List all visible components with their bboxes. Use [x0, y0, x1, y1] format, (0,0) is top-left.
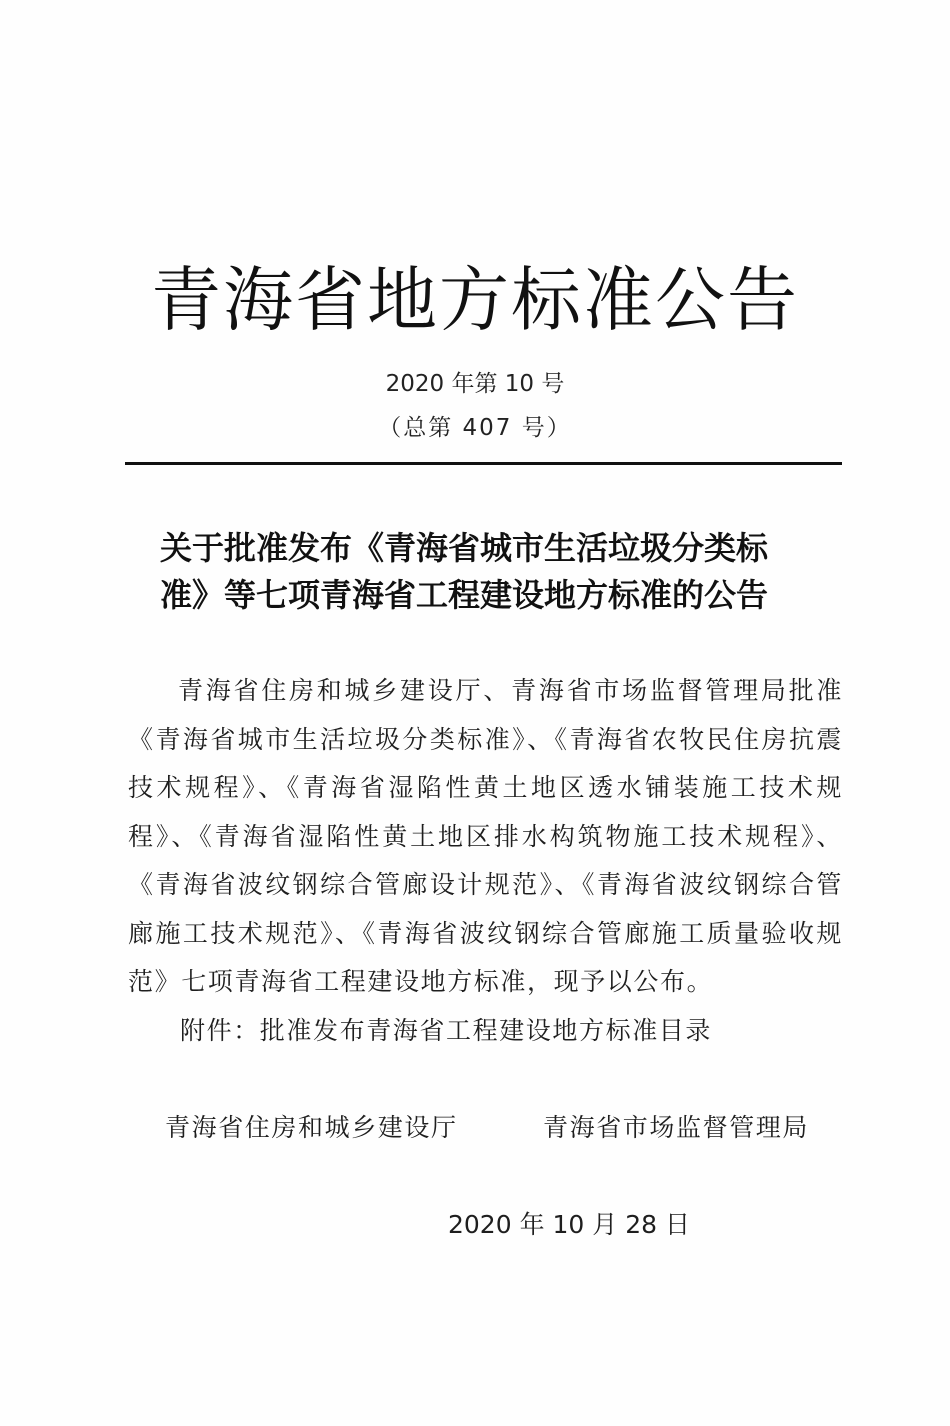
issuer-market-regulation: 青海省市场监督管理局 [543, 1113, 810, 1142]
header-divider [125, 462, 842, 465]
document-title: 青海省地方标准公告 [151, 259, 799, 341]
announcement-body: 青海省住房和城乡建设厅、青海省市场监督管理局批准《青海省城市生活垃圾分类标准》、《青海省农牧民住房抗震技术规程》、《青海省湿陷性黄土地区透水铺装施工技术规程》、《青海省湿陷性黄土地区排水构筑物施工技术规程》、《青海省波纹钢综合管廊设计规范》、《青海省波纹钢综合管廊施工技术规范》、《青海省波纹钢综合管廊施工质量验收规范》七项青海省工程建设地方标准，现予以公布。 [128, 676, 843, 996]
issue-date: 2020 年 10 月 28 日 [448, 1210, 690, 1239]
announcement-subject [160, 525, 820, 619]
issue-number: 2020 年第 10 号 [385, 371, 565, 397]
subject-line-1: 关于批准发布《青海省城市生活垃圾分类标 [160, 529, 769, 567]
attachment-note: 附件：批准发布青海省工程建设地方标准目录 [180, 1016, 713, 1045]
issuer-housing-department: 青海省住房和城乡建设厅 [165, 1113, 458, 1142]
issue-total-number: （总第 407 号） [378, 415, 572, 441]
subject-line-2: 准》等七项青海省工程建设地方标准的公告 [160, 576, 769, 614]
